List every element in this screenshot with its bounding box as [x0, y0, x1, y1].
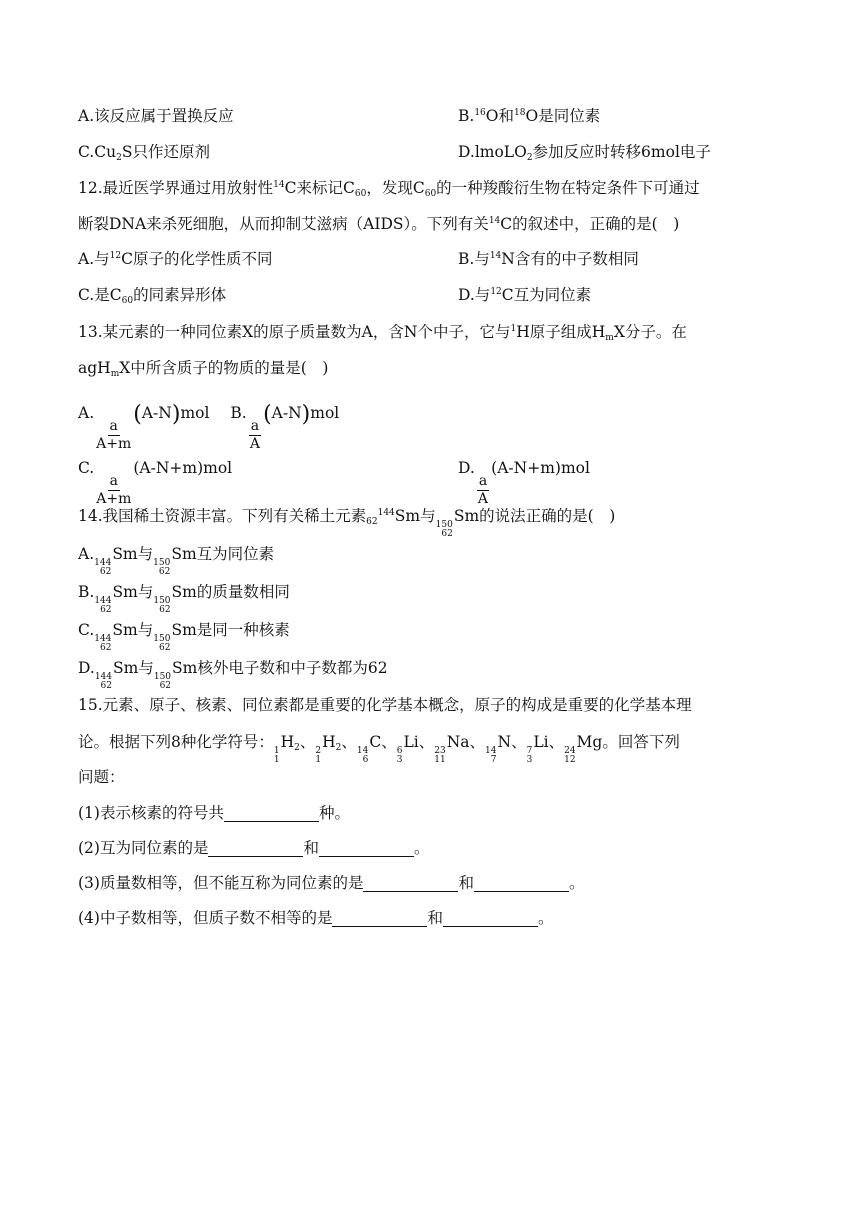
q14-option-d: D. 144 62 Sm与 150 62 Sm核外电子数和中子数都为62	[78, 659, 388, 691]
q14-option-a: A. 144 62 Sm与 150 62 Sm互为同位素	[78, 545, 275, 577]
q12-option-a: A.与$^{12}$C原子的化学性质不同	[78, 250, 273, 268]
q11-option-c: $C.Cu_2S$只作还原剂	[78, 143, 210, 163]
q12-stem-line1: 12.最近医学界通过用放射性$^{14}$C来标记$C_{60}$，发现$C_{60}$的一种羧酸衍生物在特定条件下可通过	[78, 179, 700, 199]
q15-part-3: (3)质量数相等，但不能互称为同位素的是 和 。	[78, 874, 585, 892]
q11-option-d: D.lmoLO$_2$参加反应时转移6mol电子	[458, 143, 711, 163]
fraction: $\frac{a}{A}$	[249, 418, 260, 452]
answer-blank[interactable]	[208, 840, 303, 857]
q15-part-2: (2)互为同位素的是 和 。	[78, 839, 430, 857]
nuclide-symbol: 14 7 N	[485, 733, 512, 765]
q11-row-ab	[78, 105, 601, 127]
q14-option-c: C. 144 62 Sm与 150 62 Sm是同一种核素	[78, 621, 290, 653]
q13-row-ab	[78, 402, 339, 453]
answer-blank[interactable]	[474, 875, 569, 892]
q12-option-d: D.与$^{12}$C互为同位素	[458, 286, 592, 304]
q12-row-cd	[78, 284, 592, 306]
q11-row-cd	[78, 141, 711, 163]
answer-blank[interactable]	[224, 805, 319, 822]
q12-row-ab	[78, 248, 639, 270]
nuclide-symbol: 23 11 Na	[434, 733, 470, 765]
q13-option-c: C. $\frac{a}{A+m}$ (A-N+m)mol	[78, 459, 233, 507]
nuclide-symbol: 1 1 $H_2$	[273, 733, 300, 765]
answer-blank[interactable]	[443, 910, 538, 927]
fraction: $\frac{a}{A+m}$	[96, 473, 132, 507]
q14-option-b: B. 144 62 Sm与 150 62 Sm的质量数相同	[78, 583, 290, 615]
nuclide-symbol-list: 1 1 $H_2$、 2 1 $H_2$、 14 6 C、 6 3 Li、 23 11 Na、 14 7 N、 7 3 Li、 24 12 Mg	[273, 733, 603, 765]
q13-option-d: D. $\frac{a}{A}$ (A-N+m)mol	[458, 459, 590, 507]
q13-option-b: B. $\frac{a}{A}$ (A-N)mol	[230, 402, 340, 452]
q11-option-b: B.$^{16}$O和$^{18}$O是同位素	[458, 107, 601, 125]
q15-stem-line2: 论。根据下列8种化学符号： 1 1 $H_2$、 2 1 $H_2$、 14 6 C、 6 3 Li、 23 11 Na、 14 7 N、 7 3 Li、 24 12 Mg。回答下列	[78, 733, 680, 765]
q13-option-a: A. $\frac{a}{A+m}$ (A-N)mol	[78, 402, 210, 452]
nuclide-symbol: 24 12 Mg	[564, 733, 603, 765]
nuclide-symbol: 7 3 Li	[526, 733, 549, 765]
nuclide-symbol: 14 6 C	[356, 733, 382, 765]
q13-stem-line1: 13.某元素的一种同位素X的原子质量数为A，含N个中子，它与$^1$H原子组成$H_mX$分子。在	[78, 323, 687, 343]
nuclide-symbol: 2 1 $H_2$	[315, 733, 342, 765]
answer-blank[interactable]	[332, 910, 427, 927]
answer-blank[interactable]	[363, 875, 458, 892]
q12-stem-line2: 断裂DNA来杀死细胞，从而抑制艾滋病（AIDS）。下列有关$^{14}$C的叙述中，正确的是( )	[78, 215, 680, 233]
q12-option-b: B.与$^{14}$N含有的中子数相同	[458, 250, 639, 268]
fraction: $\frac{a}{A}$	[477, 473, 489, 507]
q15-stem-line3: 问题：	[78, 768, 125, 786]
q13-stem-line2: agH$_m$X中所含质子的物质的量是( )	[78, 359, 329, 379]
q13-row-cd	[78, 457, 590, 508]
q15-stem-line1: 15.元素、原子、核素、同位素都是重要的化学基本概念，原子的构成是重要的化学基本理	[78, 696, 692, 714]
nuclide-symbol: 6 3 Li	[396, 733, 419, 765]
q15-part-1: (1)表示核素的符号共 种。	[78, 804, 350, 822]
fraction: $\frac{a}{A+m}$	[96, 418, 132, 452]
q14-stem: 14.我国稀土资源丰富。下列有关稀土元素$_{62}^{144}$Sm与 150 62 Sm的说法正确的是( )	[78, 507, 616, 539]
answer-blank[interactable]	[319, 840, 414, 857]
q15-part-4: (4)中子数相等，但质子数不相等的是 和 。	[78, 909, 554, 927]
q11-option-a: A.该反应属于置换反应	[78, 107, 234, 125]
q12-option-c: C.是$C_{60}$的同素异形体	[78, 286, 227, 306]
